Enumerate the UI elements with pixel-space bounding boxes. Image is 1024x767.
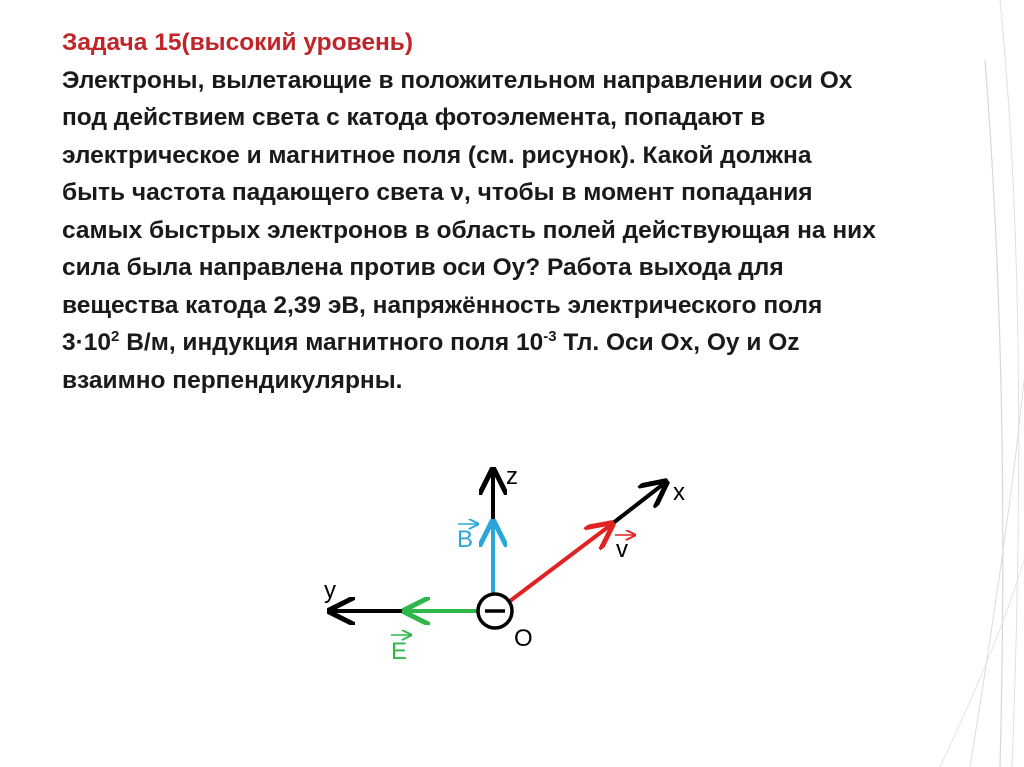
exponent-minus-3: -3: [543, 328, 557, 345]
label-e: E: [391, 638, 408, 665]
label-z: z: [506, 463, 518, 490]
problem-line-2: под действием света с катода фотоэлемента, попадают в: [62, 104, 766, 131]
problem-line-3: электрическое и магнитное поля (см. рисунок). Какой должна: [62, 141, 812, 169]
label-v: v: [616, 536, 628, 563]
label-y: y: [324, 577, 336, 604]
line8-part-1: 3·10: [62, 329, 112, 356]
problem-line-1: Электроны, вылетающие в положительном направлении оси Ох: [62, 66, 853, 94]
exponent-2: 2: [111, 328, 120, 345]
label-b: B: [457, 526, 474, 553]
line8-part-2: В/м, индукция магнитного поля 10: [119, 329, 544, 356]
label-x: x: [673, 479, 685, 506]
problem-line-6: сила была направлена против оси Оу? Работа выхода для: [62, 254, 784, 281]
v-vector-arrow: [510, 524, 612, 601]
problem-line-4: быть частота падающего света ν, чтобы в момент попадания: [62, 179, 813, 206]
problem-line-9: взаимно перпендикулярны.: [62, 366, 403, 394]
x-axis: [608, 482, 666, 527]
line8-part-3: Тл. Оси Ох, Оу и Оz: [556, 329, 800, 356]
label-origin: O: [514, 625, 533, 652]
problem-title: Задача 15(высокий уровень): [62, 29, 413, 56]
problem-line-5: самых быстрых электронов в область полей действующая на них: [62, 216, 876, 244]
problem-line-7: вещества катода 2,39 эВ, напряжённость электрического поля: [62, 291, 823, 319]
